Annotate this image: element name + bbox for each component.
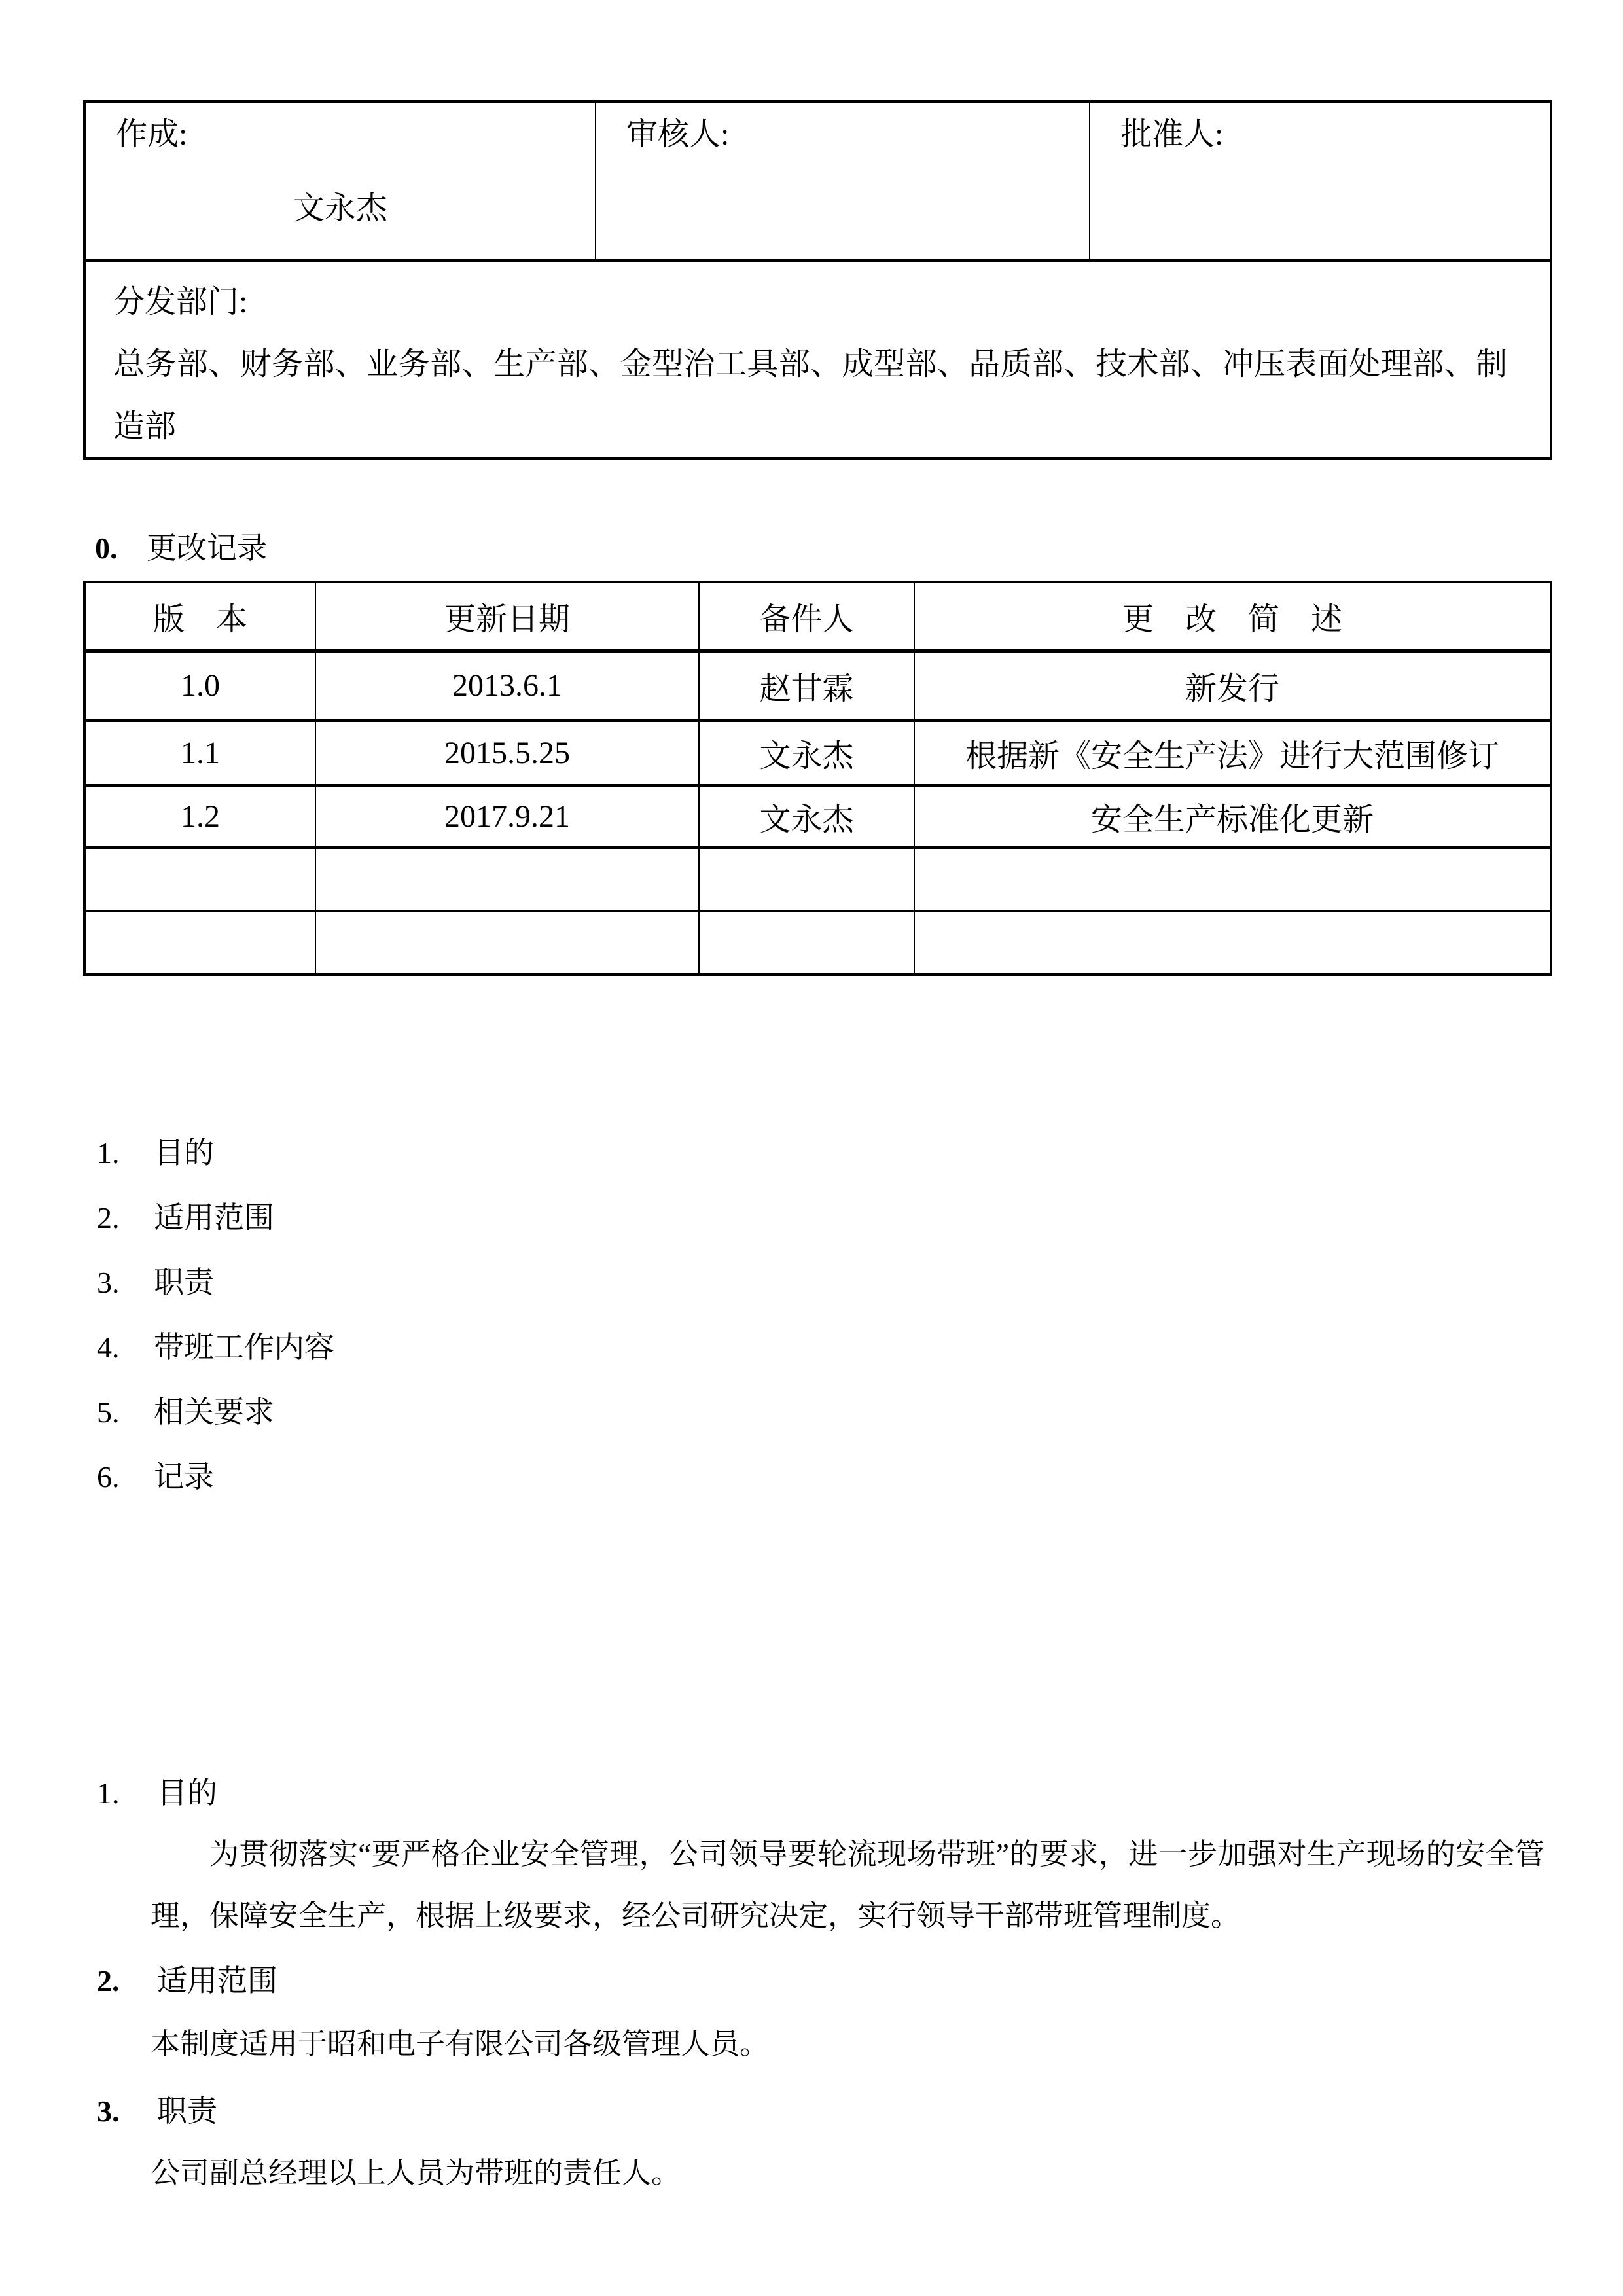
- section-2-paragraph: 本制度适用于昭和电子有限公司各级管理人员。: [151, 2028, 770, 2060]
- section-2-number: 2.: [97, 1964, 120, 1998]
- cell-editor: [699, 911, 914, 974]
- cell-date: 2015.5.25: [315, 721, 699, 785]
- table-row-empty: [84, 911, 1551, 974]
- change-record-heading: [95, 530, 267, 567]
- distribution-row: [84, 260, 1551, 459]
- reviewer-cell: [596, 101, 1090, 260]
- cell-summary: 安全生产标准化更新: [914, 785, 1551, 848]
- table-row-empty: [84, 848, 1551, 911]
- table-row: [84, 785, 1551, 848]
- creator-label: 作成:: [116, 117, 188, 152]
- cell-editor: 文永杰: [699, 721, 914, 785]
- section-1-paragraph: 为贯彻落实“要严格企业安全管理，公司领导要轮流现场带班”的要求，进一步加强对生产现场的安全管理，保障安全生产，根据上级要求，经公司研究决定，实行领导干部带班管理制度。: [151, 1838, 1544, 1932]
- section-2-title: 适用范围: [157, 1964, 277, 1998]
- distribution-label: 分发部门:: [113, 284, 248, 319]
- cell-summary: [914, 911, 1551, 974]
- change-table-header-row: [84, 582, 1551, 651]
- creator-name: 文永杰: [293, 191, 387, 226]
- header-change-summary: 更 改 简 述: [914, 582, 1551, 651]
- toc-number: 3.: [97, 1266, 120, 1299]
- cell-version: 1.2: [84, 785, 315, 848]
- cell-version: [84, 848, 315, 911]
- toc-label: 记录: [154, 1460, 214, 1494]
- section-1-title: 目的: [157, 1776, 217, 1810]
- cell-date: 2017.9.21: [315, 785, 699, 848]
- cell-version: [84, 911, 315, 974]
- toc-number: 6.: [97, 1460, 120, 1494]
- creator-cell: [84, 101, 596, 260]
- header-editor: 备件人: [699, 582, 914, 651]
- cell-version: 1.0: [84, 651, 315, 721]
- toc-label: 相关要求: [154, 1395, 274, 1429]
- approver-cell: [1090, 101, 1551, 260]
- toc-number: 1.: [97, 1136, 120, 1170]
- toc-item-scope: [97, 1185, 334, 1250]
- cell-summary: [914, 848, 1551, 911]
- table-row: [84, 721, 1551, 785]
- cell-editor: 赵甘霖: [699, 651, 914, 721]
- cell-version: 1.1: [84, 721, 315, 785]
- toc-number: 4.: [97, 1331, 120, 1364]
- section-1-heading: [97, 1776, 217, 1810]
- cell-date: [315, 911, 699, 974]
- info-table: [83, 100, 1552, 460]
- change-record-heading-number: 0.: [95, 531, 118, 565]
- section-3-title: 职责: [157, 2094, 217, 2128]
- approval-row: [84, 101, 1551, 260]
- toc-item-requirements: [97, 1380, 334, 1444]
- change-record-heading-title: 更改记录: [147, 531, 267, 565]
- section-3-number: 3.: [97, 2094, 120, 2128]
- toc-number: 5.: [97, 1395, 120, 1429]
- cell-date: [315, 848, 699, 911]
- toc-item-shift-duty: [97, 1315, 334, 1380]
- table-row: [84, 651, 1551, 721]
- cell-editor: [699, 848, 914, 911]
- toc-number: 2.: [97, 1201, 120, 1234]
- approver-label: 批准人:: [1120, 117, 1224, 152]
- distribution-departments: 总务部、财务部、业务部、生产部、金型治工具部、成型部、品质部、技术部、冲压表面处理部、制造部: [113, 346, 1507, 444]
- toc-label: 职责: [154, 1266, 214, 1299]
- toc-item-records: [97, 1444, 334, 1509]
- section-3-heading: [97, 2094, 217, 2128]
- toc-item-responsibility: [97, 1250, 334, 1315]
- section-2-heading: [97, 1964, 277, 1998]
- header-update-date: 更新日期: [315, 582, 699, 651]
- cell-editor: 文永杰: [699, 785, 914, 848]
- reviewer-label: 审核人:: [626, 117, 730, 152]
- toc-label: 适用范围: [154, 1201, 274, 1234]
- toc-item-purpose: [97, 1121, 334, 1185]
- distribution-cell: [84, 260, 1551, 459]
- toc-label: 带班工作内容: [154, 1331, 334, 1364]
- cell-summary: 根据新《安全生产法》进行大范围修订: [914, 721, 1551, 785]
- section-1-number: 1.: [97, 1776, 120, 1810]
- cell-summary: 新发行: [914, 651, 1551, 721]
- section-3-paragraph: 公司副总经理以上人员为带班的责任人。: [151, 2157, 681, 2189]
- toc-label: 目的: [154, 1136, 214, 1170]
- toc-list: [97, 1121, 334, 1509]
- change-record-table: [83, 581, 1552, 976]
- header-version: 版 本: [84, 582, 315, 651]
- cell-date: 2013.6.1: [315, 651, 699, 721]
